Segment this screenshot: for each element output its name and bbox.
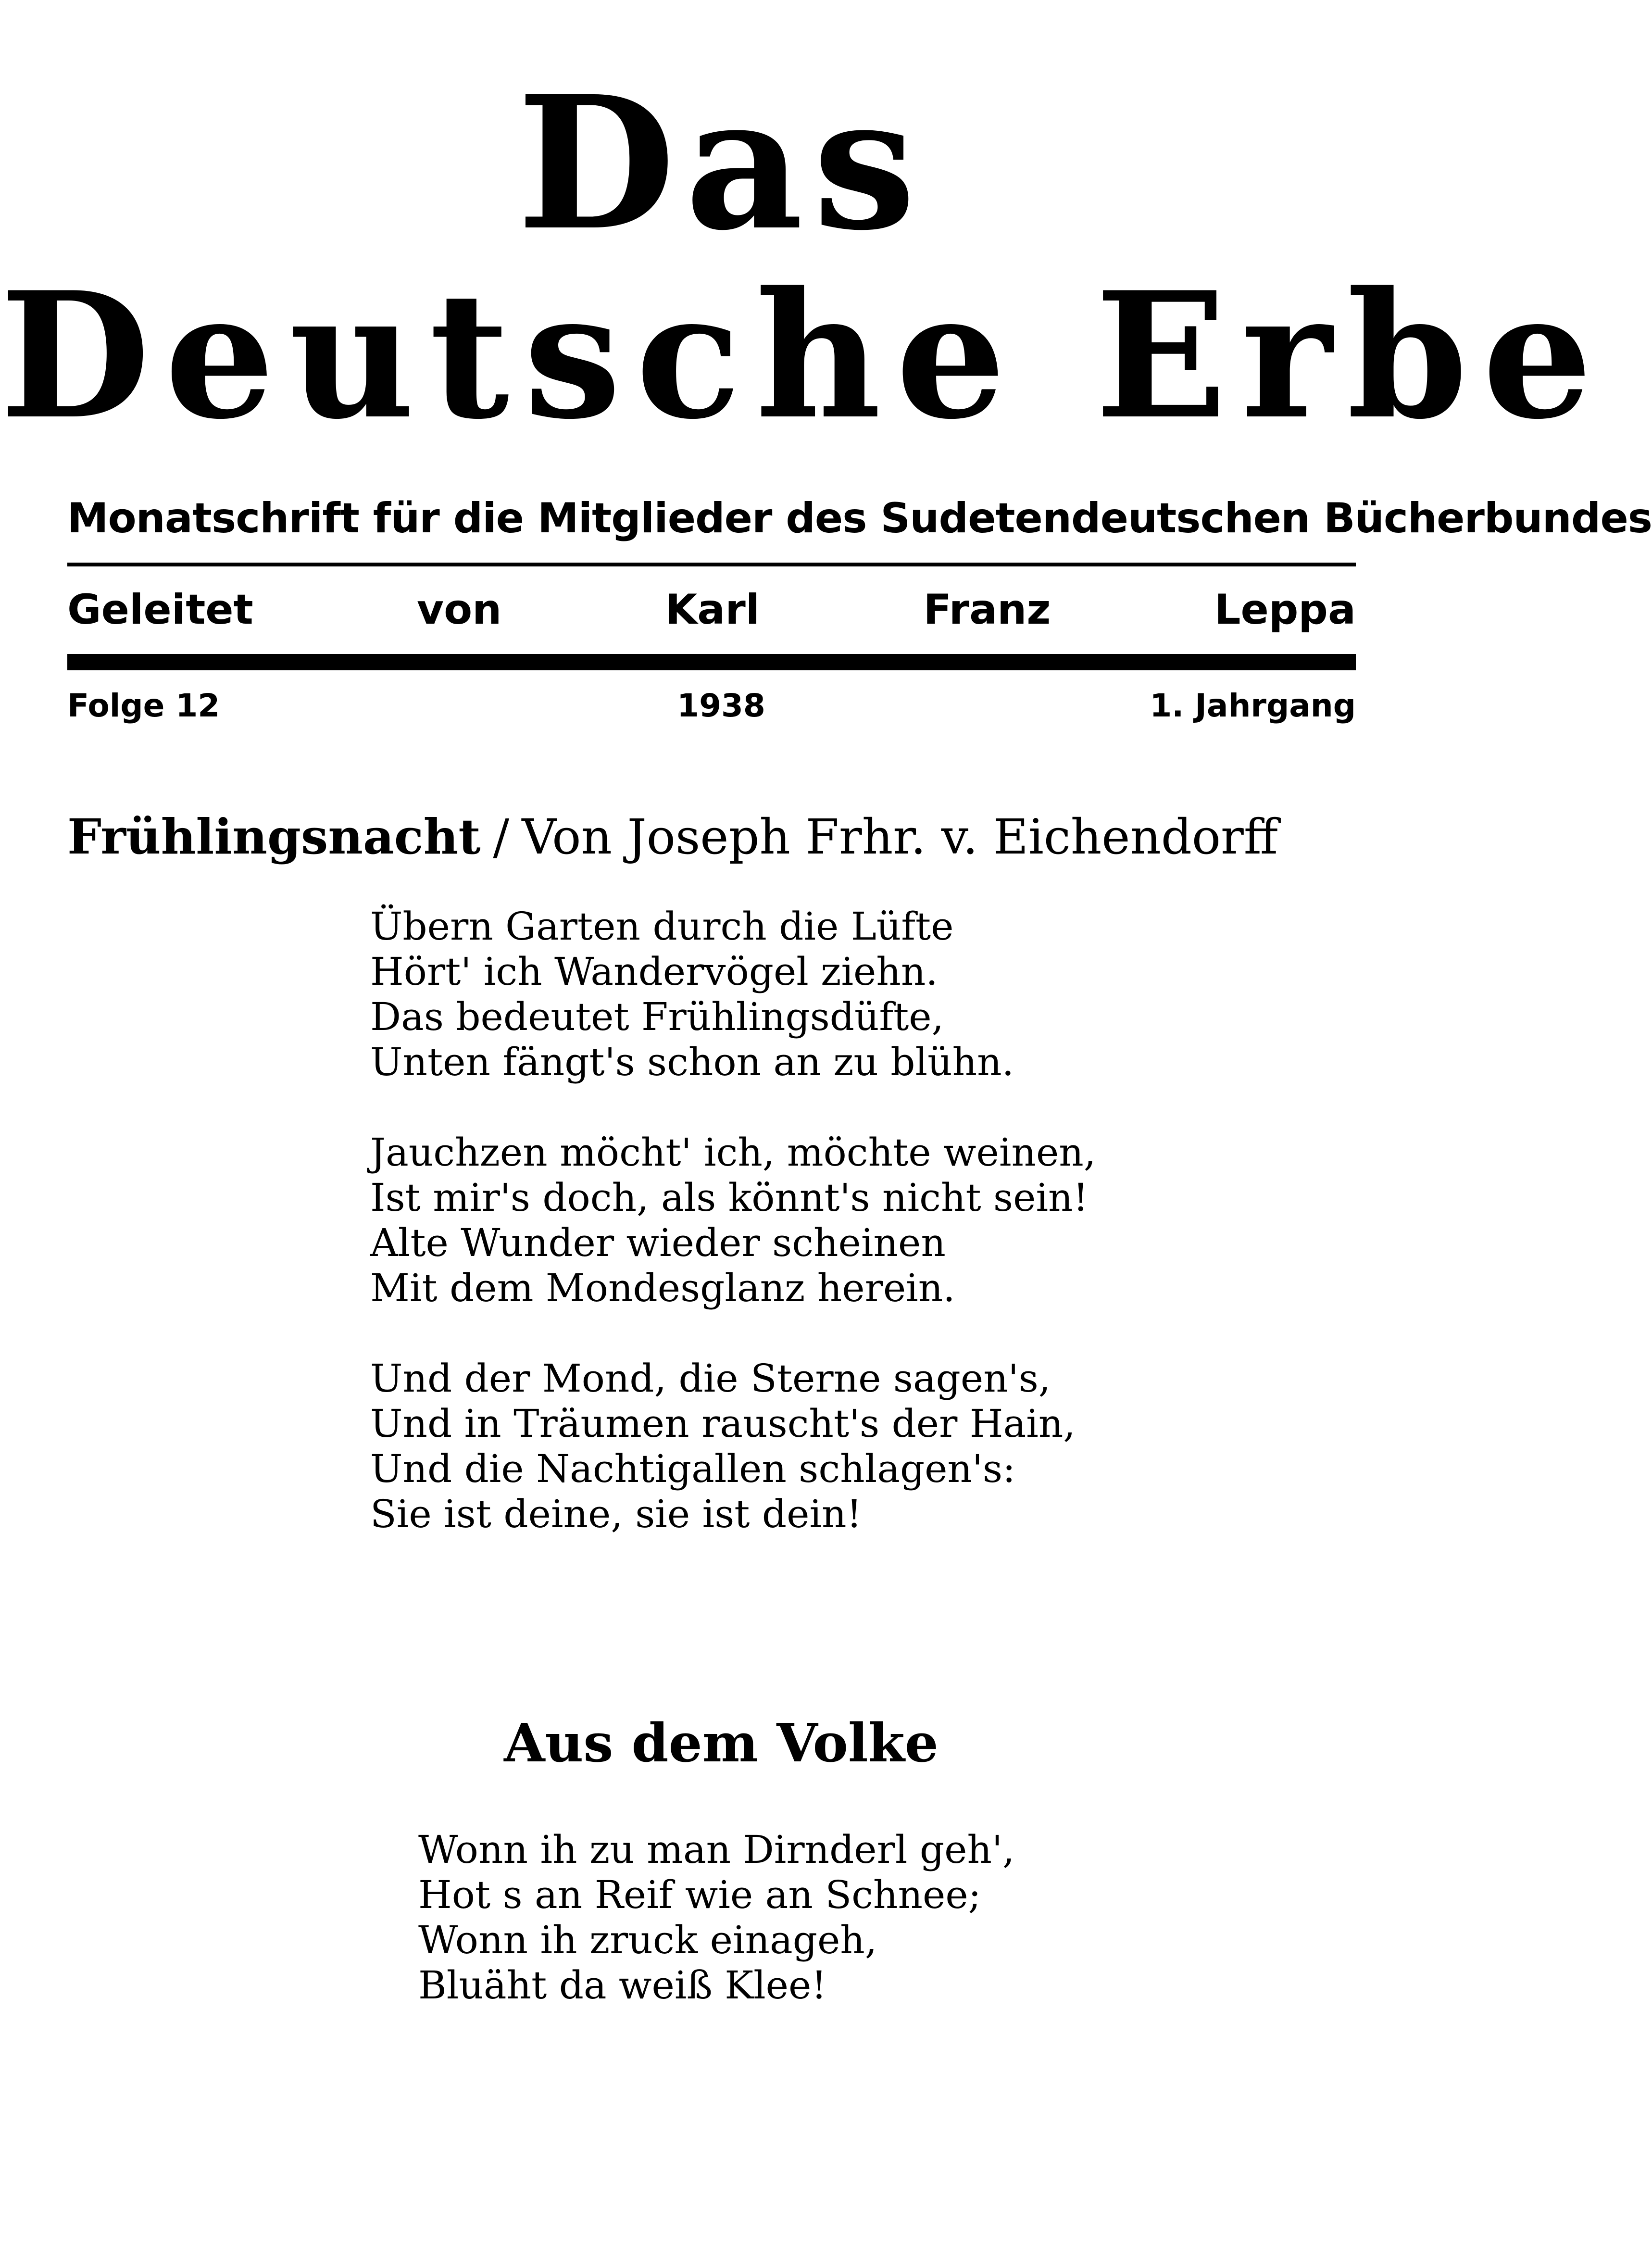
poem1-stanza xyxy=(370,1130,1096,1311)
masthead-rule-thick xyxy=(67,654,1356,670)
poem-line: Alte Wunder wieder scheinen xyxy=(370,1220,946,1265)
poem-line: Wonn ih zu man Dirnderl geh', xyxy=(418,1827,1015,1872)
poem1-title: Frühlingsnacht xyxy=(67,808,481,865)
poem-line: Bluäht da weiß Klee! xyxy=(418,1963,827,2008)
poem2-title: Aus dem Volke xyxy=(504,1712,939,1774)
poem1-stanza xyxy=(370,904,1096,1085)
poem2-body xyxy=(418,1827,1014,2008)
poem-line: Übern Garten durch die Lüfte xyxy=(370,904,954,949)
masthead-rule-thin xyxy=(67,563,1356,566)
poem1-author: Von Joseph Frhr. v. Eichendorff xyxy=(522,809,1278,865)
poem-line: Hot s an Reif wie an Schnee; xyxy=(418,1872,981,1917)
masthead-title-line1: Das xyxy=(517,56,926,271)
poem-line: Jauchzen möcht' ich, möchte weinen, xyxy=(370,1130,1096,1175)
issue-number: Folge 12 xyxy=(67,687,220,724)
poem1-heading xyxy=(67,808,1278,865)
issue-volume: 1. Jahrgang xyxy=(1150,687,1356,724)
poem1-body xyxy=(370,904,1096,1537)
masthead-subtitle: Monatschrift für die Mitglieder des Sudetendeutschen Bücherbundes xyxy=(67,494,1652,542)
poem-line: Unten fängt's schon an zu blühn. xyxy=(370,1040,1014,1084)
poem-line: Und der Mond, die Sterne sagen's, xyxy=(370,1356,1051,1401)
poem-line: Mit dem Mondesglanz herein. xyxy=(370,1266,955,1310)
poem-line: Und die Nachtigallen schlagen's: xyxy=(370,1446,1016,1491)
issue-year: 1938 xyxy=(677,687,765,724)
poem-line: Sie ist deine, sie ist dein! xyxy=(370,1492,862,1536)
poem-line: Ist mir's doch, als könnt's nicht sein! xyxy=(370,1175,1089,1220)
poem1-stanza xyxy=(370,1356,1096,1537)
poem1-separator: / xyxy=(493,809,510,865)
poem-line: Das bedeutet Frühlingsdüfte, xyxy=(370,994,944,1039)
poem-line: Und in Träumen rauscht's der Hain, xyxy=(370,1401,1076,1446)
masthead-title-line2: Deutsche Erbe xyxy=(0,254,1607,457)
poem-line: Wonn ih zruck einageh, xyxy=(418,1918,877,1962)
poem-line: Hört' ich Wandervögel ziehn. xyxy=(370,949,938,994)
masthead-editor: Geleitet von Karl Franz Leppa xyxy=(67,586,1356,634)
